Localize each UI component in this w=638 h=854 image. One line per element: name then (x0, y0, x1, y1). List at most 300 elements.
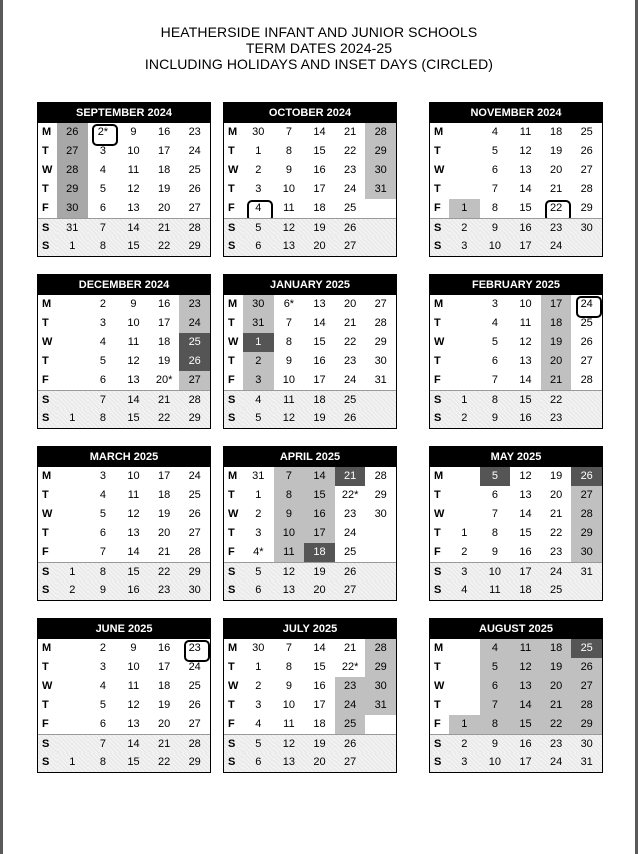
day-cell: 15 (519, 527, 532, 539)
day-cell: 31 (571, 753, 602, 772)
day-cell: 17 (157, 661, 171, 673)
day-cell: 30 (571, 218, 602, 237)
day-cell: 7 (88, 390, 119, 409)
weekday-label: M (228, 298, 238, 310)
day-cell: 19 (304, 562, 335, 581)
day-cell: 11 (480, 581, 511, 600)
day-cell (365, 715, 396, 734)
day-cell: 8 (285, 145, 292, 157)
day-cell: 7 (285, 642, 292, 654)
day-cell: 20* (155, 374, 173, 386)
weekday-label: T (228, 317, 235, 329)
month-title: DECEMBER 2024 (38, 275, 210, 295)
weekday-label: S (224, 218, 243, 237)
day-cell: 6 (99, 527, 106, 539)
weekday-label: W (228, 680, 239, 692)
weekday-label: W (228, 508, 239, 520)
day-cell (449, 352, 480, 371)
day-cell: 24 (541, 753, 572, 772)
weekday-label: W (434, 164, 445, 176)
weekday-label: T (42, 527, 49, 539)
month-days-grid (38, 295, 210, 428)
holiday-day-cell: 28 (57, 161, 88, 180)
day-cell: 14 (313, 126, 326, 138)
day-cell: 1 (57, 409, 88, 428)
weekday-label: F (434, 202, 441, 214)
day-cell: 20 (304, 753, 335, 772)
day-cell: 16 (313, 355, 326, 367)
day-cell: 25 (541, 581, 572, 600)
holiday-day-cell: 27 (571, 486, 602, 505)
day-cell: 13 (127, 718, 140, 730)
day-cell: 30 (252, 642, 265, 654)
holiday-day-cell: 24 (335, 696, 366, 715)
day-cell: 3 (255, 183, 262, 195)
day-cell (57, 295, 88, 314)
day-cell: 10 (480, 237, 511, 256)
day-cell: 12 (127, 699, 140, 711)
day-cell: 22 (149, 237, 180, 256)
day-cell (449, 161, 480, 180)
day-cell: 13 (127, 202, 140, 214)
day-cell (365, 581, 396, 600)
weekday-label: T (434, 489, 441, 501)
weekday-label: S (430, 218, 449, 237)
day-cell: 2 (461, 546, 468, 558)
day-cell: 16 (157, 642, 171, 654)
month-title: JUNE 2025 (38, 619, 210, 639)
day-cell: 13 (519, 164, 532, 176)
day-cell: 3 (491, 298, 498, 310)
weekday-label: T (434, 183, 441, 195)
day-cell: 10 (282, 699, 296, 711)
day-cell: 29 (179, 562, 210, 581)
day-cell: 17 (157, 145, 171, 157)
day-cell: 11 (274, 390, 305, 409)
weekday-label: T (42, 183, 49, 195)
day-cell (571, 390, 602, 409)
day-cell: 23 (343, 164, 357, 176)
holiday-day-cell: 30 (571, 543, 602, 562)
day-cell: 28 (374, 317, 387, 329)
day-cell: 22 (343, 336, 357, 348)
month-calendar (429, 618, 603, 773)
day-cell: 27 (580, 355, 593, 367)
day-cell: 15 (313, 336, 326, 348)
holiday-day-cell: 10 (274, 524, 305, 543)
month-calendar (223, 446, 397, 601)
day-cell: 9 (491, 546, 498, 558)
day-cell: 12 (127, 355, 140, 367)
weekday-label: F (434, 546, 441, 558)
day-cell (449, 333, 480, 352)
weekday-label: T (228, 661, 235, 673)
day-cell: 11 (519, 317, 532, 329)
day-cell: 23 (343, 508, 357, 520)
day-cell: 7 (285, 126, 292, 138)
day-cell: 8 (88, 237, 119, 256)
holiday-day-cell: 19 (541, 658, 572, 677)
day-cell: 10 (127, 145, 140, 157)
weekday-label: W (228, 164, 239, 176)
day-cell: 21 (343, 642, 357, 654)
day-cell: 28 (179, 390, 210, 409)
day-cell: 29 (179, 237, 210, 256)
month-title: MARCH 2025 (38, 447, 210, 467)
day-cell: 3 (99, 470, 106, 482)
day-cell (365, 409, 396, 428)
day-cell: 19 (549, 470, 563, 482)
day-cell: 7 (88, 218, 119, 237)
day-cell (449, 677, 480, 696)
holiday-day-cell: 23 (335, 677, 366, 696)
day-cell (449, 123, 480, 142)
day-cell: 27 (580, 164, 593, 176)
weekday-label: T (228, 145, 235, 157)
holiday-day-cell: 11 (510, 639, 541, 658)
month-calendar (223, 274, 397, 429)
day-cell: 13 (274, 581, 305, 600)
day-cell: 27 (335, 237, 366, 256)
month-calendar (37, 274, 211, 429)
day-cell: 8 (88, 753, 119, 772)
day-cell: 7 (491, 374, 498, 386)
day-cell: 17 (313, 183, 326, 195)
holiday-day-cell: 31 (365, 180, 396, 199)
day-cell: 25 (343, 546, 357, 558)
day-cell: 10 (480, 562, 511, 581)
month-days-grid (224, 467, 396, 600)
month-days-grid (430, 123, 602, 256)
holiday-day-cell: 21 (541, 696, 572, 715)
holiday-day-cell: 26 (571, 467, 602, 486)
day-cell: 3 (449, 753, 480, 772)
day-cell: 19 (304, 409, 335, 428)
weekday-label: S (430, 734, 449, 753)
day-cell: 11 (283, 202, 295, 214)
day-cell: 26 (188, 183, 201, 195)
day-cell: 16 (157, 126, 171, 138)
weekday-label: F (228, 202, 235, 214)
holiday-day-cell: 26 (571, 658, 602, 677)
weekday-label: T (228, 489, 235, 501)
weekday-label: M (42, 126, 52, 138)
day-cell: 22 (549, 527, 563, 539)
day-cell: 16 (313, 680, 326, 692)
weekday-label: S (430, 753, 449, 772)
day-cell: 17 (157, 317, 171, 329)
day-cell (449, 180, 480, 199)
day-cell (449, 467, 480, 486)
holiday-day-cell: 9 (274, 505, 305, 524)
weekday-label: M (42, 470, 52, 482)
day-cell: 22* (341, 489, 359, 501)
holiday-day-cell: 22 (541, 715, 572, 734)
day-cell (57, 734, 88, 753)
day-cell (365, 543, 396, 562)
day-cell: 31 (571, 562, 602, 581)
day-cell: 16 (519, 546, 532, 558)
day-cell: 27 (335, 581, 366, 600)
day-cell: 16 (157, 298, 171, 310)
day-cell: 18 (549, 126, 563, 138)
day-cell: 14 (519, 183, 532, 195)
day-cell: 26 (188, 699, 201, 711)
day-cell: 20 (157, 202, 171, 214)
day-cell: 31 (57, 218, 88, 237)
day-cell: 4 (99, 489, 106, 501)
day-cell: 8 (491, 202, 498, 214)
holiday-day-cell: 25 (179, 333, 210, 352)
day-cell: 12 (274, 562, 305, 581)
day-cell: 30 (252, 126, 265, 138)
weekday-label: T (42, 317, 49, 329)
weekday-label: F (42, 546, 49, 558)
day-cell: 6 (99, 718, 106, 730)
day-cell: 8 (285, 336, 292, 348)
day-cell: 9 (285, 355, 292, 367)
day-cell: 11 (127, 680, 140, 692)
day-cell: 3 (255, 699, 262, 711)
day-cell: 23 (541, 218, 572, 237)
holiday-day-cell: 6 (480, 677, 511, 696)
day-cell: 9 (285, 680, 292, 692)
weekday-label: S (38, 581, 57, 600)
day-cell (57, 371, 88, 390)
day-cell (571, 409, 602, 428)
weekday-label: W (434, 508, 445, 520)
day-cell: 10 (127, 317, 140, 329)
day-cell: 18 (313, 718, 326, 730)
day-cell: 21 (149, 390, 180, 409)
day-cell (57, 524, 88, 543)
day-cell (365, 390, 396, 409)
day-cell: 1 (461, 527, 468, 539)
holiday-day-cell: 14 (510, 696, 541, 715)
day-cell: 21 (343, 126, 357, 138)
day-cell: 12 (519, 470, 532, 482)
weekday-label: W (42, 508, 53, 520)
day-cell: 3 (99, 317, 106, 329)
holiday-day-cell: 30 (365, 677, 396, 696)
day-cell: 5 (243, 409, 274, 428)
day-cell: 19 (157, 699, 171, 711)
holiday-day-cell: 18 (541, 639, 572, 658)
weekday-label: S (224, 237, 243, 256)
holiday-day-cell: 18 (541, 314, 572, 333)
day-cell: 23 (541, 734, 572, 753)
day-cell: 6 (99, 202, 106, 214)
day-cell: 26 (580, 145, 593, 157)
day-cell: 28 (179, 218, 210, 237)
day-cell: 16 (313, 164, 326, 176)
weekday-label: S (224, 581, 243, 600)
day-cell: 25 (335, 390, 366, 409)
day-cell: 8 (491, 527, 498, 539)
day-cell: 19 (157, 183, 171, 195)
day-cell: 21 (549, 183, 563, 195)
day-cell: 14 (118, 390, 149, 409)
day-cell: 14 (127, 546, 140, 558)
month-title: NOVEMBER 2024 (430, 103, 602, 123)
day-cell: 25 (188, 489, 201, 501)
weekday-label: T (42, 355, 49, 367)
day-cell: 1 (57, 237, 88, 256)
holiday-day-cell: 29 (571, 715, 602, 734)
day-cell: 27 (188, 202, 201, 214)
day-cell: 23 (149, 581, 180, 600)
month-title: AUGUST 2025 (430, 619, 602, 639)
weekday-label: S (38, 218, 57, 237)
holiday-day-cell: 12 (510, 658, 541, 677)
day-cell: 1 (255, 661, 262, 673)
day-cell: 9 (480, 218, 511, 237)
day-cell: 30 (374, 508, 387, 520)
day-cell: 24 (541, 237, 572, 256)
holiday-day-cell: 8 (480, 715, 511, 734)
day-cell: 4 (491, 317, 498, 329)
day-cell: 27 (335, 753, 366, 772)
holiday-day-cell: 4 (480, 639, 511, 658)
holiday-day-cell: 3 (243, 371, 274, 390)
weekday-label: F (228, 546, 235, 558)
month-calendar (37, 446, 211, 601)
day-cell: 23 (188, 126, 201, 138)
day-cell: 2 (449, 409, 480, 428)
day-cell: 16 (510, 409, 541, 428)
day-cell: 20 (304, 581, 335, 600)
day-cell: 15 (118, 409, 149, 428)
day-cell: 11 (519, 126, 532, 138)
day-cell: 20 (549, 164, 563, 176)
day-cell: 26 (188, 508, 201, 520)
day-cell: 6 (99, 374, 106, 386)
holiday-day-cell: 23 (179, 295, 210, 314)
inset-day-cell: 4 (243, 199, 274, 218)
day-cell: 13 (274, 237, 305, 256)
day-cell: 7 (88, 734, 119, 753)
day-cell: 2 (57, 581, 88, 600)
day-cell: 5 (243, 218, 274, 237)
day-cell: 1 (255, 145, 262, 157)
day-cell: 18 (157, 336, 171, 348)
month-calendar (37, 618, 211, 773)
day-cell: 15 (313, 661, 326, 673)
month-days-grid (38, 639, 210, 772)
holiday-day-cell: 13 (510, 677, 541, 696)
month-calendar (37, 102, 211, 257)
holiday-day-cell: 1 (449, 715, 480, 734)
month-calendar (429, 102, 603, 257)
day-cell: 9 (130, 642, 137, 654)
day-cell: 26 (580, 336, 593, 348)
day-cell: 10 (519, 298, 532, 310)
day-cell: 15 (118, 237, 149, 256)
day-cell: 5 (99, 699, 106, 711)
month-title: MAY 2025 (430, 447, 602, 467)
school-name: HEATHERSIDE INFANT AND JUNIOR SCHOOLS (160, 24, 478, 40)
day-cell: 24 (188, 470, 201, 482)
weekday-label: S (224, 562, 243, 581)
holiday-day-cell: 7 (274, 467, 305, 486)
weekday-label: W (42, 336, 53, 348)
holiday-day-cell: 30 (57, 199, 88, 218)
weekday-label: S (38, 237, 57, 256)
day-cell: 17 (510, 562, 541, 581)
weekday-label: S (430, 562, 449, 581)
holiday-day-cell: 26 (179, 352, 210, 371)
weekday-label: S (430, 581, 449, 600)
day-cell: 28 (188, 546, 201, 558)
day-cell (57, 390, 88, 409)
day-cell: 20 (157, 718, 171, 730)
month-days-grid (224, 123, 396, 256)
day-cell: 6 (243, 753, 274, 772)
day-cell: 10 (282, 374, 296, 386)
holiday-day-cell: 5 (480, 658, 511, 677)
weekday-label: T (42, 145, 49, 157)
inset-day-cell: 22 (541, 199, 572, 218)
holiday-day-cell: 21 (541, 371, 572, 390)
day-cell: 24 (188, 661, 201, 673)
day-cell: 5 (243, 562, 274, 581)
day-cell: 4 (449, 581, 480, 600)
month-days-grid (224, 295, 396, 428)
day-cell (57, 505, 88, 524)
day-cell: 26 (335, 409, 366, 428)
day-cell (57, 352, 88, 371)
holiday-day-cell: 27 (571, 677, 602, 696)
weekday-label: M (228, 126, 238, 138)
day-cell (365, 218, 396, 237)
holiday-day-cell: 21 (335, 467, 366, 486)
day-cell: 6 (491, 164, 498, 176)
month-title: JANUARY 2025 (224, 275, 396, 295)
day-cell: 13 (519, 489, 532, 501)
month-days-grid (430, 467, 602, 600)
day-cell: 21 (149, 218, 180, 237)
month-calendar (429, 274, 603, 429)
day-cell: 9 (480, 409, 511, 428)
holiday-day-cell: 15 (304, 486, 335, 505)
holiday-day-cell: 18 (304, 543, 335, 562)
weekday-label: F (228, 718, 235, 730)
weekday-label: F (228, 374, 235, 386)
day-cell: 20 (304, 237, 335, 256)
day-cell: 22 (149, 409, 180, 428)
day-cell: 13 (313, 298, 326, 310)
day-cell: 31 (374, 374, 387, 386)
weekday-label: S (224, 390, 243, 409)
day-cell: 18 (510, 581, 541, 600)
day-cell: 17 (313, 699, 326, 711)
month-calendar (429, 446, 603, 601)
day-cell: 19 (157, 508, 171, 520)
day-cell: 15 (510, 390, 541, 409)
day-cell: 6 (491, 489, 498, 501)
document-header (3, 24, 635, 72)
holiday-day-cell: 28 (571, 696, 602, 715)
day-cell: 6* (283, 298, 295, 310)
inset-day-cell: 23 (179, 639, 210, 658)
day-cell: 2 (449, 734, 480, 753)
holiday-day-cell: 30 (365, 161, 396, 180)
day-cell: 23 (549, 546, 563, 558)
weekday-label: T (434, 355, 441, 367)
holiday-day-cell: 2 (243, 352, 274, 371)
day-cell: 29 (179, 753, 210, 772)
day-cell: 11 (127, 489, 140, 501)
